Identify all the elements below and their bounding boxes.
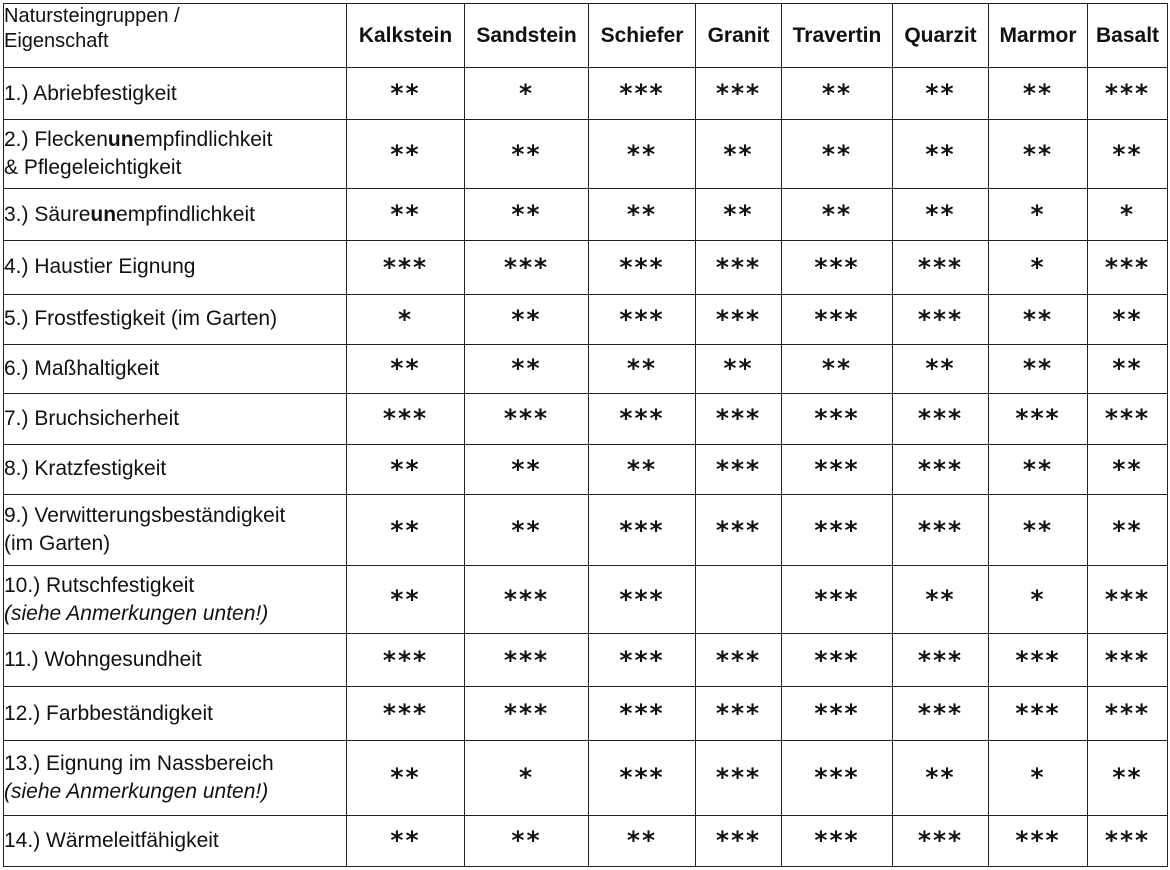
rating-cell: ** — [696, 189, 782, 241]
rating-cell: *** — [782, 566, 893, 634]
rating-cell: *** — [465, 687, 589, 740]
rating-cell: *** — [1088, 393, 1168, 444]
rating-cell: *** — [1088, 634, 1168, 687]
property-name — [4, 750, 346, 778]
rating-cell: * — [465, 740, 589, 815]
corner-header-line2: Eigenschaft — [4, 30, 109, 52]
rating-cell: *** — [589, 294, 696, 344]
property-name — [4, 502, 346, 530]
rating-cell: * — [989, 241, 1088, 294]
rating-cell: ** — [1088, 344, 1168, 393]
property-name-segment: empfindlichkeit — [116, 202, 255, 226]
header-row — [4, 4, 1168, 68]
rating-cell: *** — [696, 634, 782, 687]
property-name — [4, 572, 346, 600]
rating-cell: ** — [465, 344, 589, 393]
rating-cell: ** — [347, 566, 465, 634]
rating-cell: *** — [589, 740, 696, 815]
property-label — [4, 740, 347, 815]
table-row — [4, 241, 1168, 294]
property-name-segment: 2.) Flecken — [4, 128, 108, 152]
property-label — [4, 495, 347, 566]
rating-cell: * — [347, 294, 465, 344]
rating-cell: *** — [893, 393, 989, 444]
property-name — [4, 455, 346, 483]
rating-cell: ** — [1088, 495, 1168, 566]
property-name-segment: un — [90, 202, 117, 226]
rating-cell: *** — [696, 444, 782, 494]
rating-cell: ** — [989, 344, 1088, 393]
table-row — [4, 68, 1168, 120]
rating-cell: *** — [1088, 566, 1168, 634]
rating-cell: *** — [782, 740, 893, 815]
table-row — [4, 120, 1168, 189]
rating-cell: ** — [347, 740, 465, 815]
column-header-sandstein: Sandstein — [465, 4, 589, 68]
rating-cell: *** — [465, 393, 589, 444]
table-body — [4, 68, 1168, 867]
rating-cell: ** — [1088, 444, 1168, 494]
rating-cell: ** — [893, 740, 989, 815]
rating-cell: ** — [347, 189, 465, 241]
property-name-segment: 12.) Farbbeständigkeit — [4, 701, 213, 725]
rating-cell: * — [989, 740, 1088, 815]
rating-cell: ** — [589, 344, 696, 393]
property-note: (siehe Anmerkungen unten!) — [4, 601, 269, 625]
rating-cell: *** — [696, 495, 782, 566]
rating-cell: ** — [465, 444, 589, 494]
rating-cell: ** — [465, 120, 589, 189]
rating-cell: *** — [347, 687, 465, 740]
rating-cell: ** — [989, 294, 1088, 344]
rating-cell: *** — [893, 241, 989, 294]
property-name-continued: & Pflegeleichtigkeit — [4, 156, 182, 180]
rating-cell: ** — [465, 189, 589, 241]
rating-cell: *** — [465, 241, 589, 294]
rating-cell: *** — [782, 294, 893, 344]
property-label — [4, 241, 347, 294]
rating-cell: * — [1088, 189, 1168, 241]
rating-cell: *** — [893, 495, 989, 566]
table-row — [4, 687, 1168, 740]
property-name-segment: 9.) Verwitterungsbeständigkeit — [4, 504, 286, 528]
table-row — [4, 294, 1168, 344]
rating-cell: *** — [989, 393, 1088, 444]
column-header-kalkstein: Kalkstein — [347, 4, 465, 68]
rating-cell: *** — [893, 634, 989, 687]
property-name — [4, 305, 346, 333]
rating-cell: *** — [1088, 815, 1168, 866]
property-label — [4, 634, 347, 687]
rating-cell: ** — [989, 120, 1088, 189]
rating-cell: ** — [347, 344, 465, 393]
property-name-segment: 8.) Kratzfestigkeit — [4, 457, 167, 481]
rating-cell: *** — [696, 687, 782, 740]
rating-cell: ** — [1088, 294, 1168, 344]
rating-cell: *** — [782, 241, 893, 294]
rating-cell: *** — [589, 241, 696, 294]
rating-cell: *** — [1088, 68, 1168, 120]
table-row — [4, 189, 1168, 241]
rating-cell: *** — [989, 687, 1088, 740]
rating-cell: *** — [696, 393, 782, 444]
rating-cell: *** — [589, 634, 696, 687]
rating-cell: ** — [782, 120, 893, 189]
property-name-segment: 5.) Frostfestigkeit (im Garten) — [4, 307, 278, 331]
rating-cell: *** — [347, 393, 465, 444]
rating-cell: *** — [893, 444, 989, 494]
property-name-segment: un — [107, 128, 134, 152]
rating-cell — [696, 566, 782, 634]
rating-cell: *** — [589, 495, 696, 566]
rating-cell: ** — [782, 68, 893, 120]
rating-cell: ** — [989, 444, 1088, 494]
property-label — [4, 344, 347, 393]
property-name-continued: (im Garten) — [4, 532, 111, 556]
rating-cell: ** — [347, 444, 465, 494]
column-header-quarzit: Quarzit — [893, 4, 989, 68]
property-name — [4, 253, 346, 281]
rating-cell: * — [465, 68, 589, 120]
rating-cell: *** — [1088, 241, 1168, 294]
property-name-segment: empfindlichkeit — [133, 128, 273, 152]
rating-cell: *** — [782, 634, 893, 687]
rating-cell: *** — [696, 740, 782, 815]
rating-cell: *** — [782, 495, 893, 566]
property-name-segment: 1.) Abriebfestigkeit — [4, 81, 177, 105]
rating-cell: ** — [465, 815, 589, 866]
rating-cell: *** — [782, 444, 893, 494]
rating-cell: *** — [989, 634, 1088, 687]
rating-cell: ** — [782, 344, 893, 393]
property-name — [4, 646, 346, 674]
rating-cell: *** — [696, 68, 782, 120]
rating-cell: * — [989, 189, 1088, 241]
property-name-segment: 14.) Wärmeleitfähigkeit — [4, 828, 219, 852]
property-note: (siehe Anmerkungen unten!) — [4, 779, 269, 803]
corner-header-line1: Natursteingruppen / — [4, 5, 180, 27]
property-name-segment: 6.) Maßhaltigkeit — [4, 356, 160, 380]
rating-cell: *** — [893, 687, 989, 740]
rating-cell: *** — [347, 241, 465, 294]
corner-header — [4, 4, 347, 68]
rating-cell: *** — [465, 566, 589, 634]
rating-cell: ** — [989, 68, 1088, 120]
property-name — [4, 827, 346, 855]
property-label — [4, 687, 347, 740]
property-name-segment: 3.) Säure — [4, 202, 91, 226]
rating-cell: ** — [893, 68, 989, 120]
rating-cell: *** — [347, 634, 465, 687]
rating-cell: * — [989, 566, 1088, 634]
rating-cell: *** — [696, 294, 782, 344]
rating-cell: ** — [696, 344, 782, 393]
property-name — [4, 80, 346, 108]
rating-cell: ** — [589, 120, 696, 189]
rating-cell: ** — [589, 444, 696, 494]
rating-cell: ** — [1088, 740, 1168, 815]
property-label — [4, 189, 347, 241]
rating-cell: ** — [893, 344, 989, 393]
table-row — [4, 566, 1168, 634]
property-name-segment: 10.) Rutschfestigkeit — [4, 573, 195, 597]
rating-cell: ** — [1088, 120, 1168, 189]
table-row — [4, 495, 1168, 566]
rating-cell: *** — [1088, 687, 1168, 740]
property-label — [4, 294, 347, 344]
rating-cell: *** — [782, 815, 893, 866]
rating-cell: *** — [589, 566, 696, 634]
property-name-segment: 13.) Eignung im Nassbereich — [4, 751, 274, 775]
rating-cell: *** — [465, 634, 589, 687]
rating-cell: ** — [893, 189, 989, 241]
rating-cell: ** — [893, 566, 989, 634]
rating-cell: *** — [782, 687, 893, 740]
rating-cell: ** — [465, 294, 589, 344]
column-header-schiefer: Schiefer — [589, 4, 696, 68]
rating-cell: *** — [589, 68, 696, 120]
property-label — [4, 120, 347, 189]
table-row — [4, 740, 1168, 815]
property-label — [4, 566, 347, 634]
rating-cell: ** — [347, 815, 465, 866]
rating-cell: *** — [589, 393, 696, 444]
property-label — [4, 815, 347, 866]
property-label — [4, 444, 347, 494]
column-header-basalt: Basalt — [1088, 4, 1168, 68]
rating-cell: ** — [347, 120, 465, 189]
column-header-marmor: Marmor — [989, 4, 1088, 68]
property-label — [4, 393, 347, 444]
rating-cell: ** — [347, 495, 465, 566]
property-name — [4, 700, 346, 728]
column-header-travertin: Travertin — [782, 4, 893, 68]
rating-cell: *** — [696, 241, 782, 294]
column-header-granit: Granit — [696, 4, 782, 68]
rating-cell: ** — [782, 189, 893, 241]
table-row — [4, 444, 1168, 494]
property-name-segment: 7.) Bruchsicherheit — [4, 406, 180, 430]
property-name — [4, 201, 346, 229]
rating-cell: ** — [989, 495, 1088, 566]
property-name — [4, 126, 346, 154]
property-name — [4, 405, 346, 433]
table-row — [4, 393, 1168, 444]
property-name-segment: 11.) Wohngesundheit — [4, 648, 202, 672]
table-row — [4, 815, 1168, 866]
table-row — [4, 344, 1168, 393]
rating-cell: ** — [465, 495, 589, 566]
table-row — [4, 634, 1168, 687]
rating-cell: ** — [347, 68, 465, 120]
property-name-segment: 4.) Haustier Eignung — [4, 255, 196, 279]
rating-cell: *** — [989, 815, 1088, 866]
rating-cell: *** — [893, 294, 989, 344]
rating-cell: *** — [893, 815, 989, 866]
rating-cell: ** — [893, 120, 989, 189]
rating-cell: *** — [696, 815, 782, 866]
rating-cell: ** — [696, 120, 782, 189]
property-name — [4, 355, 346, 383]
rating-cell: *** — [782, 393, 893, 444]
rating-cell: ** — [589, 189, 696, 241]
stone-properties-table — [3, 3, 1168, 867]
rating-cell: *** — [589, 687, 696, 740]
rating-cell: ** — [589, 815, 696, 866]
property-label — [4, 68, 347, 120]
